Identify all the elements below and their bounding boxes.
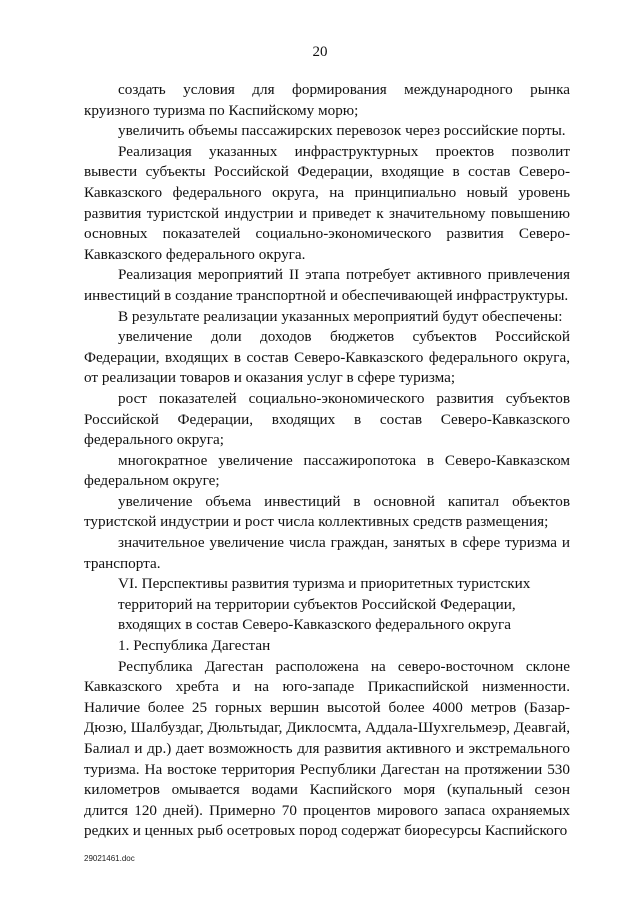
- paragraph-employment: значительное увеличение числа граждан, занятых в сфере туризма и транспорта.: [84, 534, 570, 572]
- section-heading: [84, 574, 570, 636]
- paragraph-results-intro: В результате реализации указанных мероприятий будут обеспечены:: [118, 307, 563, 325]
- paragraph-passenger-flow: многократное увеличение пассажиропотока в Северо-Кавказском федеральном округе;: [84, 451, 570, 490]
- paragraph-cruise-tourism: создать условия для формирования международного рынка круизного туризма по Каспийскому морю;: [84, 81, 570, 119]
- section-heading-line-1: VI. Перспективы развития туризма и приоритетных туристских: [118, 575, 531, 593]
- paragraph-infrastructure-projects: Реализация указанных инфраструктурных проектов позволит вывести субъекты Российской Федерации, входящие в состав Северо-Кавказского федерального округа, на принципиально новый уровень развития туристской индустрии и приведет к значительному повышению основных показателей социально-экономического развития Северо-Кавказского федерального округа.: [84, 142, 570, 263]
- paragraph-socioeconomic-growth: рост показателей социально-экономического развития субъектов Российской Федерации, входящих в состав Северо-Кавказского федерального округа;: [84, 389, 570, 449]
- document-body: [84, 80, 570, 842]
- paragraph-budget-revenue: увеличение доли доходов бюджетов субъектов Российской Федерации, входящих в состав Северо-Кавказского федерального округа, от реализации товаров и оказания услуг в сфере туризма;: [84, 328, 570, 387]
- section-heading-line-2: территорий на территории субъектов Российской Федерации,: [118, 595, 516, 613]
- paragraph-stage-two: Реализация мероприятий II этапа потребует активного привлечения инвестиций в создание транспортной и обеспечивающей инфраструктуры.: [84, 266, 570, 304]
- paragraph-passenger-transport: увеличить объемы пассажирских перевозок через российские порты.: [118, 122, 566, 140]
- paragraph-dagestan: Республика Дагестан расположена на северо-восточном склоне Кавказского хребта и на юго-западе Прикаспийской низменности. Наличие более 25 горных вершин высотой более 4000 метров (Базар-Дюзю, Шалбуздаг, Дюльтыдаг, Диклосмта, Аддала-Шухгельмеэр, Деавгай, Балиал и др.) дает возможность для развития активного и экстремального туризма. На востоке территория Республики Дагестан на протяжении 530 километров омывается водами Каспийского моря (купальный сезон длится 120 дней). Примерно 70 процентов мирового запаса охраняемых редких и ценных рыб осетровых пород содержат биоресурсы Каспийского: [84, 657, 570, 840]
- section-heading-line-3: входящих в состав Северо-Кавказского федерального округа: [118, 616, 511, 634]
- footer-filename: 29021461.doc: [84, 854, 135, 863]
- subsection-heading: 1. Республика Дагестан: [118, 637, 271, 655]
- paragraph-investment: увеличение объема инвестиций в основной капитал объектов туристской индустрии и рост числа коллективных средств размещения;: [84, 492, 570, 531]
- page-number: 20: [312, 44, 328, 60]
